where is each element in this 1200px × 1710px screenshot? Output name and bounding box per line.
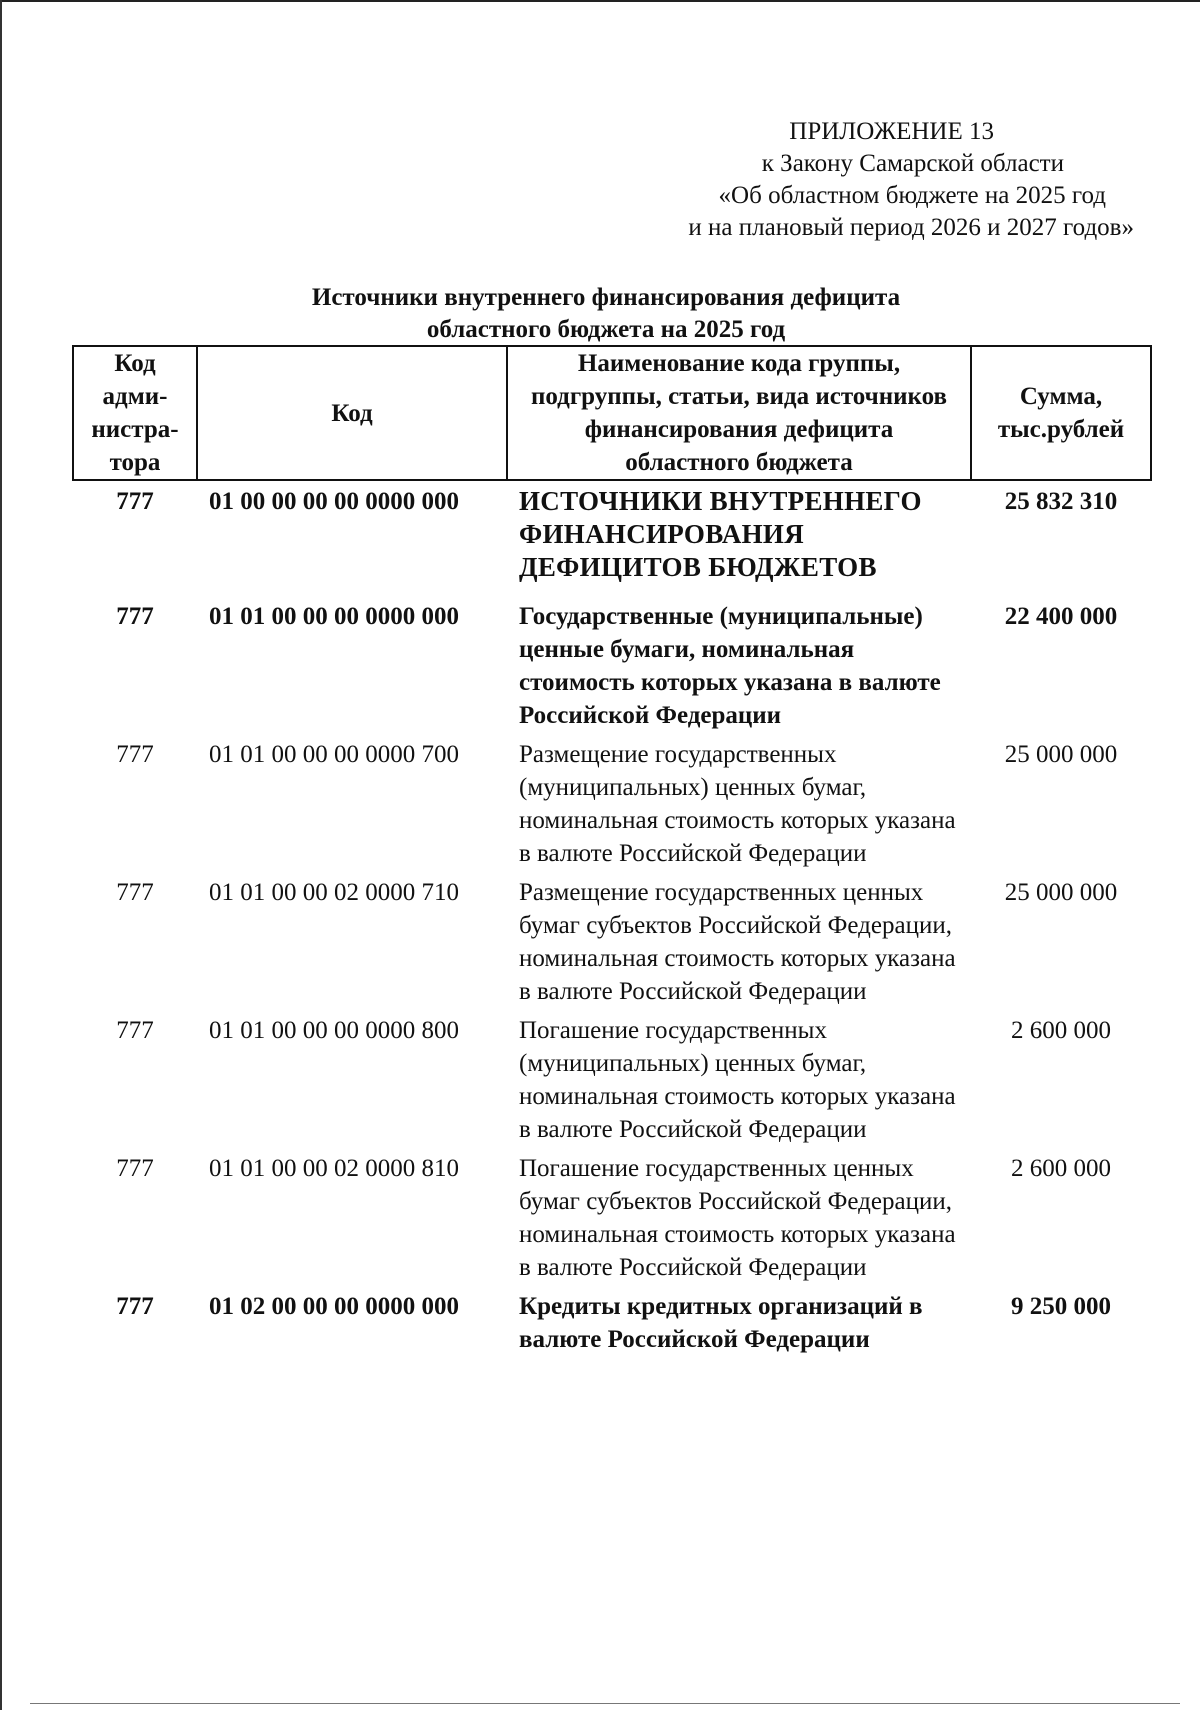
table-row <box>73 1148 1151 1286</box>
appendix-header <box>688 116 1134 244</box>
table-row <box>73 596 1151 734</box>
header-sum: Сумма, тыс.рублей <box>971 346 1151 480</box>
cell-name: ИСТОЧНИКИ ВНУТРЕННЕГО ФИНАНСИРОВАНИЯ ДЕФИЦИТОВ БЮДЖЕТОВ <box>519 486 922 582</box>
table-row <box>73 872 1151 1010</box>
cell-sum: 2 600 000 <box>1011 1155 1111 1182</box>
cell-name: Кредиты кредитных организаций в валюте Российской Федерации <box>519 1293 923 1353</box>
cell-code: 01 01 00 00 00 0000 000 <box>209 603 459 630</box>
cell-name: Погашение государственных ценных бумаг субъектов Российской Федерации, номинальная стоимость которых указана в валюте Российской Федерации <box>519 1155 956 1281</box>
cell-sum: 25 000 000 <box>1004 879 1118 906</box>
cell-code: 01 01 00 00 00 0000 800 <box>209 1017 459 1044</box>
cell-admin: 777 <box>116 1293 154 1320</box>
header-code: Код <box>197 346 507 480</box>
cell-code: 01 01 00 00 02 0000 710 <box>209 879 459 906</box>
appendix-law-period: и на плановый период 2026 и 2027 годов» <box>688 214 1134 241</box>
cell-sum: 2 600 000 <box>1011 1017 1111 1044</box>
appendix-law-title: «Об областном бюджете на 2025 год <box>718 182 1106 209</box>
cell-admin: 777 <box>116 488 154 515</box>
cell-admin: 777 <box>116 879 154 906</box>
cell-code: 01 01 00 00 00 0000 700 <box>209 741 459 768</box>
table-header-row <box>73 346 1151 480</box>
cell-name: Размещение государственных (муниципальных) ценных бумаг, номинальная стоимость которых указана в валюте Российской Федерации <box>519 741 956 867</box>
table-row <box>73 1010 1151 1148</box>
cell-admin: 777 <box>116 1017 154 1044</box>
page-title <box>66 282 1146 346</box>
cell-admin: 777 <box>116 1155 154 1182</box>
cell-admin: 777 <box>116 603 154 630</box>
table-row <box>73 1286 1151 1358</box>
cell-code: 01 00 00 00 00 0000 000 <box>209 488 459 515</box>
scan-edge-left <box>0 0 2 1710</box>
table-row <box>73 734 1151 872</box>
cell-name: Погашение государственных (муниципальных) ценных бумаг, номинальная стоимость которых указана в валюте Российской Федерации <box>519 1017 956 1143</box>
title-line-2: областного бюджета на 2025 год <box>426 316 786 343</box>
header-admin-code: Код адми-нистра-тора <box>73 346 197 480</box>
appendix-law-ref: к Закону Самарской области <box>761 150 1064 177</box>
cell-code: 01 01 00 00 02 0000 810 <box>209 1155 459 1182</box>
cell-code: 01 02 00 00 00 0000 000 <box>209 1293 459 1320</box>
cell-name: Размещение государственных ценных бумаг субъектов Российской Федерации, номинальная стоимость которых указана в валюте Российской Федерации <box>519 879 956 1005</box>
cell-sum: 25 832 310 <box>1004 488 1118 515</box>
budget-sources-table <box>72 345 1152 1358</box>
appendix-number: ПРИЛОЖЕНИЕ 13 <box>789 118 994 145</box>
scan-edge-bottom <box>30 1703 1180 1704</box>
cell-name: Государственные (муниципальные) ценные бумаги, номинальная стоимость которых указана в валюте Российской Федерации <box>519 603 941 729</box>
cell-sum: 25 000 000 <box>1004 741 1118 768</box>
header-name: Наименование кода группы, подгруппы, статьи, вида источников финансирования дефицита областного бюджета <box>507 346 971 480</box>
cell-admin: 777 <box>116 741 154 768</box>
scan-edge-top <box>0 0 1200 2</box>
cell-sum: 22 400 000 <box>1004 603 1118 630</box>
title-line-1: Источники внутреннего финансирования дефицита <box>311 284 901 311</box>
table-row <box>73 480 1151 596</box>
cell-sum: 9 250 000 <box>1011 1293 1111 1320</box>
